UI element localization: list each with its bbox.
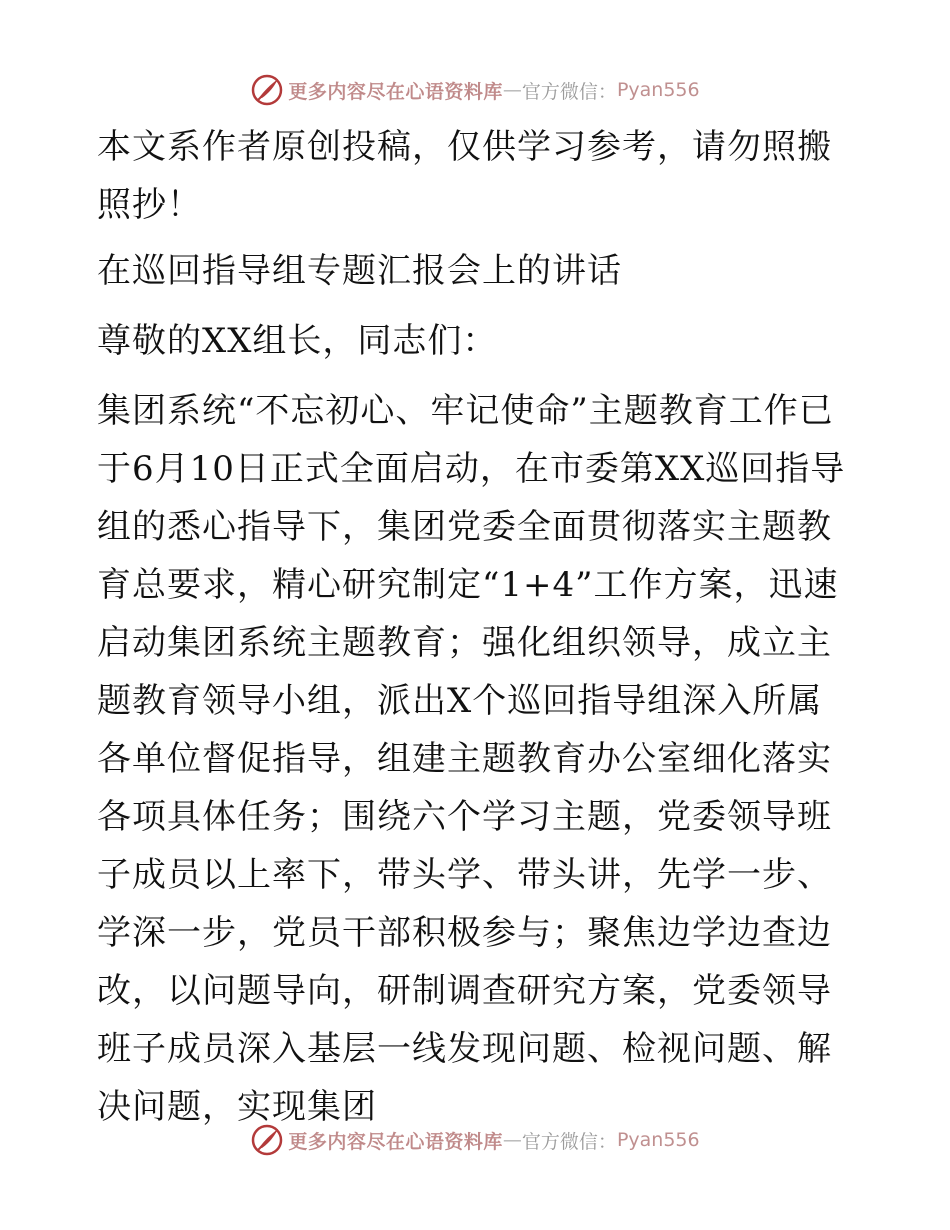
header-site-text: 更多内容尽在心语资料库 xyxy=(288,80,503,103)
header-wechat-label: 官方微信： xyxy=(521,80,617,103)
header-dash: — xyxy=(502,79,522,101)
footer-wechat-id: Pyan556 xyxy=(616,1129,700,1151)
header-wechat-id: Pyan556 xyxy=(616,79,700,101)
copyright-notice: 本文系作者原创投稿，仅供学习参考，请勿照搬照抄！ xyxy=(97,127,832,225)
speech-title: 在巡回指导组专题汇报会上的讲话 xyxy=(97,251,622,291)
footer-site-text: 更多内容尽在心语资料库 xyxy=(288,1130,503,1153)
body-paragraph: 集团系统“不忘初心、牢记使命”主题教育工作已于6月10日正式全面启动，在市委第XX巡回指导组的悉心指导下，集团党委全面贯彻落实主题教育总要求，精心研究制定“1+4”工作方案，迅速启动集团系统主题教育；强化组织领导，成立主题教育领导小组，派出X个巡回指导组深入所属各单位督促指导，组建主题教育办公室细化落实各项具体任务；围绕六个学习主题，党委领导班子成员以上率下，带头学、带头讲，先学一步、学深一步，党员干部积极参与；聚焦边学边查边改，以问题导向，研制调查研究方案，党委领导班子成员深入基层一线发现问题、检视问题、解决问题，实现集团 xyxy=(97,391,846,1127)
footer-banner xyxy=(0,1120,950,1160)
document-body xyxy=(97,118,857,1136)
footer-dash: — xyxy=(502,1129,522,1151)
header-banner xyxy=(0,70,950,110)
greeting: 尊敬的XX组长，同志们： xyxy=(97,321,498,361)
quill-logo-icon xyxy=(250,73,284,107)
footer-wechat-label: 官方微信： xyxy=(521,1130,617,1153)
quill-logo-icon xyxy=(250,1123,284,1157)
